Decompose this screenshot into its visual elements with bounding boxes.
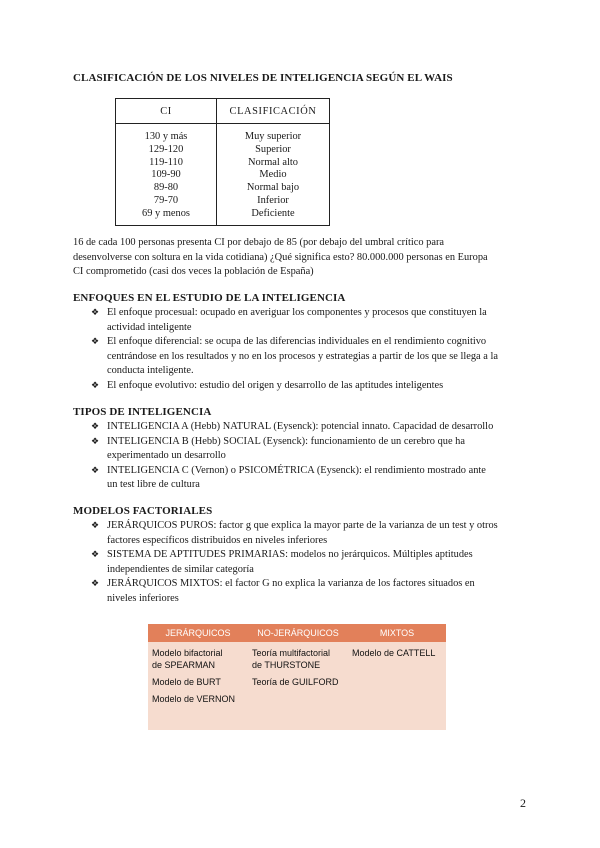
list-item-line: INTELIGENCIA A (Hebb) NATURAL (Eysenck): potencial innato. Capacidad de desarrollo [107, 421, 494, 432]
note-line: desenvolverse con soltura en la vida cotidiana) ¿Qué significa esto? 80.000.000 personas en Europa [73, 251, 488, 263]
factor-models-table [148, 624, 446, 730]
list-item [91, 577, 551, 606]
wais-ci-value: 69 y menos [142, 207, 190, 219]
wais-table-header [116, 99, 330, 124]
diamond-bullet-icon: ❖ [91, 521, 100, 531]
factor-header-mixtos: MIXTOS [348, 624, 446, 642]
factor-model-line: Teoría de GUILFORD [252, 677, 339, 687]
factor-header-jerarquicos: JERÁRQUICOS [148, 624, 248, 642]
page-number: 2 [520, 796, 526, 810]
wais-ci-value: 79-70 [153, 194, 179, 206]
list-item [91, 306, 551, 335]
wais-ci-value: 109-90 [151, 169, 181, 181]
wais-class-value: Inferior [257, 194, 289, 206]
factor-model-line: de THURSTONE [252, 660, 321, 670]
wais-ci-value: 119-110 [149, 156, 183, 168]
diamond-bullet-icon: ❖ [91, 436, 100, 447]
diamond-bullet-icon: ❖ [91, 380, 100, 391]
section-heading-tipos: TIPOS DE INTELIGENCIA [73, 406, 212, 418]
diamond-bullet-icon: ❖ [91, 465, 100, 476]
factor-model-item [352, 647, 442, 659]
factor-model-line: Teoría multifactorial [252, 648, 331, 658]
list-item-line: independientes de similar categoría [107, 563, 254, 575]
factor-header-no-jerarquicos: NO-JERÁRQUICOS [248, 624, 348, 642]
wais-table-body [116, 124, 330, 226]
list-item-line: INTELIGENCIA B (Hebb) SOCIAL (Eysenck): funcionamiento de un cerebro que ha [107, 435, 465, 447]
wais-ci-value: 89-80 [153, 182, 179, 194]
diamond-bullet-icon: ❖ [91, 337, 100, 348]
modelos-list [91, 519, 551, 607]
list-item-line: un test libre de cultura [107, 479, 200, 491]
factor-model-item [252, 676, 344, 688]
enfoques-list [91, 306, 551, 394]
wais-header-clasificacion: CLASIFICACIÓN [217, 99, 330, 124]
factor-table-header [148, 624, 446, 642]
wais-class-value: Medio [259, 169, 287, 181]
list-item-line: JERÁRQUICOS PUROS: factor g que explica la mayor parte de la varianza de un test y otros [107, 520, 498, 531]
wais-ci-value: 130 y más [144, 131, 188, 142]
note-paragraph [73, 236, 543, 280]
factor-model-line: Modelo de BURT [152, 677, 221, 687]
wais-class-value: Normal bajo [246, 182, 300, 194]
factor-model-line: de SPEARMAN [152, 660, 216, 670]
factor-model-item [252, 647, 344, 671]
factor-column-mixtos [348, 642, 446, 730]
list-item-line: conducta inteligente. [107, 365, 194, 377]
note-line: 16 de cada 100 personas presenta CI por debajo de 85 (por debajo del umbral crítico para [73, 237, 445, 248]
list-item [91, 548, 551, 577]
wais-class-value: Muy superior [244, 131, 302, 142]
diamond-bullet-icon: ❖ [91, 308, 100, 318]
list-item [91, 464, 551, 493]
wais-class-value: Normal alto [248, 156, 298, 168]
list-item-line: SISTEMA DE APTITUDES PRIMARIAS: modelos no jerárquicos. Múltiples aptitudes [107, 549, 473, 561]
list-item [91, 519, 551, 548]
tipos-list [91, 420, 551, 493]
list-item-line: El enfoque procesual: ocupado en averiguar los componentes y procesos que constituyen la [107, 307, 487, 318]
section-heading-modelos: MODELOS FACTORIALES [73, 505, 213, 517]
note-line: CI comprometido (casi dos veces la población de España) [73, 266, 314, 278]
list-item-line: niveles inferiores [107, 592, 179, 604]
wais-class-value: Superior [255, 143, 291, 155]
wais-header-ci: CI [116, 99, 217, 124]
list-item-line: El enfoque evolutivo: estudio del origen y desarrollo de las aptitudes inteligentes [107, 379, 444, 391]
list-item-line: JERÁRQUICOS MIXTOS: el factor G no explica la varianza de los factores situados en [107, 578, 475, 590]
diamond-bullet-icon: ❖ [91, 550, 100, 561]
list-item-line: centrándose en los resultados y no en los procesos y estrategias a partir de los que se llega a la [107, 350, 498, 362]
wais-table [115, 98, 330, 226]
factor-model-item [152, 676, 244, 688]
diamond-bullet-icon: ❖ [91, 422, 100, 432]
factor-column-jerarquicos [148, 642, 248, 730]
list-item [91, 335, 551, 379]
wais-class-value: Deficiente [251, 207, 295, 219]
factor-model-line: Modelo bifactorial [152, 648, 223, 658]
list-item [91, 420, 551, 435]
factor-model-line: Modelo de VERNON [152, 694, 236, 704]
list-item-line: El enfoque diferencial: se ocupa de las diferencias individuales en el rendimiento cognitivo [107, 336, 487, 348]
list-item-line: actividad inteligente [107, 321, 192, 333]
factor-column-no-jerarquicos [248, 642, 348, 730]
list-item-line: factores específicos distribuidos en niveles inferiores [107, 534, 328, 546]
factor-model-line: Modelo de CATTELL [352, 648, 436, 658]
list-item [91, 379, 551, 394]
diamond-bullet-icon: ❖ [91, 579, 100, 590]
section-heading-enfoques: ENFOQUES EN EL ESTUDIO DE LA INTELIGENCIA [73, 292, 346, 304]
factor-model-item [152, 647, 244, 671]
list-item-line: experimentado un desarrollo [107, 450, 226, 462]
list-item-line: INTELIGENCIA C (Vernon) o PSICOMÉTRICA (Eysenck): el rendimiento mostrado ante [107, 464, 486, 476]
list-item [91, 435, 551, 464]
wais-ci-column [116, 124, 217, 226]
wais-class-column [217, 124, 330, 226]
factor-table-body [148, 642, 446, 730]
page-title: CLASIFICACIÓN DE LOS NIVELES DE INTELIGENCIA SEGÚN EL WAIS [73, 72, 453, 84]
wais-ci-value: 129-120 [148, 143, 184, 155]
factor-model-item [152, 693, 244, 705]
